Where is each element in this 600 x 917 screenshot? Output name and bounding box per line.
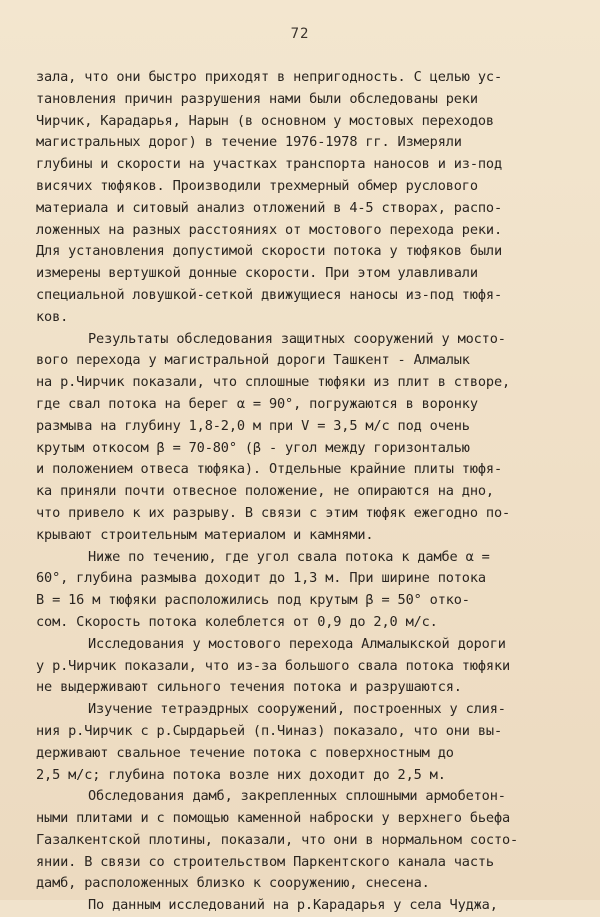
text-line: и положением отвеса тюфяка). Отдельные крайние плиты тюфя-: [36, 461, 502, 478]
text-line: Обследования дамб, закрепленных сплошными армобетон-: [88, 788, 506, 805]
text-line: материала и ситовый анализ отложений в 4-5 створах, распо-: [36, 199, 502, 216]
text-line: измерены вертушкой донные скорости. При этом улавливали: [36, 265, 478, 282]
text-line: держивают свальное течение потока с поверхностным до: [36, 744, 454, 761]
text-line: По данным исследований на р.Карадарья у села Чуджа,: [88, 897, 498, 914]
text-line: что привело к их разрыву. В связи с этим тюфяк ежегодно по-: [36, 504, 511, 521]
text-line: крывают строительным материалом и камнями.: [36, 526, 374, 543]
text-line: тановления причин разрушения нами были обследованы реки: [36, 90, 478, 107]
text-line: Чирчик, Карадарья, Нарын (в основном у мостовых переходов: [36, 112, 494, 129]
text-line: не выдерживают сильного течения потока и разрушаются.: [36, 679, 462, 696]
text-line: Изучение тетраэдрных сооружений, построенных у слия-: [88, 701, 506, 718]
text-line: янии. В связи со строительством Паркентского канала часть: [36, 853, 494, 870]
text-line: Для установления допустимой скорости потока у тюфяков были: [36, 243, 502, 260]
text-line: ков.: [36, 308, 69, 325]
text-line: дамб, расположенных близко к сооружению, снесена.: [36, 875, 430, 892]
body-text: [36, 67, 574, 917]
text-line: Газалкентской плотины, показали, что они в нормальном состо-: [36, 831, 519, 848]
text-line: магистральных дорог) в течение 1976-1978 гг. Измеряли: [36, 134, 462, 151]
text-line: Ниже по течению, где угол свала потока к дамбе α =: [88, 548, 490, 565]
text-line: ложенных на разных расстояниях от мостового перехода реки.: [36, 221, 502, 238]
text-line: 2,5 м/с; глубина потока возле них доходит до 2,5 м.: [36, 766, 446, 783]
text-line: крутым откосом β = 70-80° (β - угол между горизонталью: [36, 439, 470, 456]
text-line: у р.Чирчик показали, что из-за большого свала потока тюфяки: [36, 657, 511, 674]
text-line: на р.Чирчик показали, что сплошные тюфяки из плит в створе,: [36, 374, 511, 391]
text-line: B = 16 м тюфяки расположились под крутым β = 50° отко-: [36, 592, 470, 609]
text-line: специальной ловушкой-сеткой движущиеся наносы из-под тюфя-: [36, 286, 502, 303]
text-line: зала, что они быстро приходят в непригодность. С целью ус-: [36, 69, 502, 85]
text-line: ными плитами и с помощью каменной наброски у верхнего бьефа: [36, 810, 511, 827]
page-number: 72: [290, 26, 310, 42]
text-line: висячих тюфяков. Производили трехмерный обмер руслового: [36, 177, 478, 194]
text-line: 60°, глубина размыва доходит до 1,3 м. При ширине потока: [36, 570, 486, 587]
text-line: ния р.Чирчик с р.Сырдарьей (п.Чиназ) показало, что они вы-: [36, 722, 502, 739]
text-line: где свал потока на берег α = 90°, погружаются в воронку: [36, 395, 478, 412]
text-line: размыва на глубину 1,8-2,0 м при V = 3,5 м/с под очень: [36, 417, 470, 434]
text-line: вого перехода у магистральной дороги Ташкент - Алмалык: [36, 352, 470, 369]
text-line: сом. Скорость потока колеблется от 0,9 до 2,0 м/с.: [36, 613, 438, 630]
text-line: Исследования у мостового перехода Алмалыкской дороги: [88, 635, 506, 652]
text-line: глубины и скорости на участках транспорта наносов и из-под: [36, 156, 502, 173]
text-line: ка приняли почти отвесное положение, не опираются на дно,: [36, 483, 494, 500]
text-line: Результаты обследования защитных сооружений у мосто-: [88, 330, 506, 347]
